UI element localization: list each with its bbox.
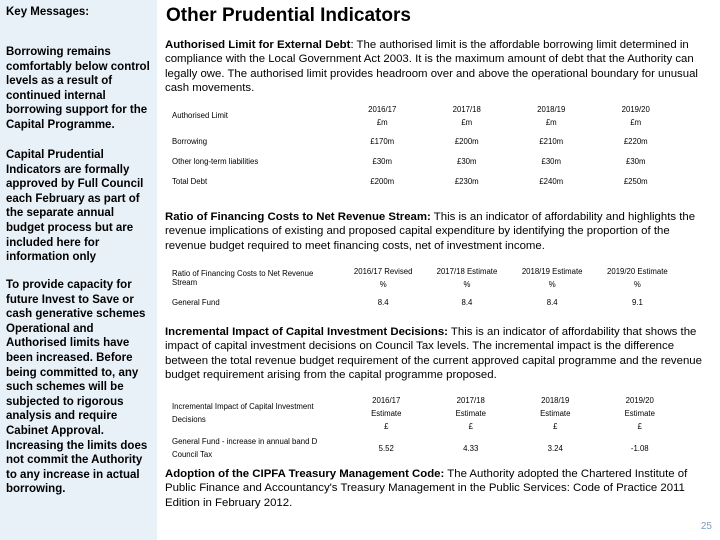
cell-value: £30m	[625, 156, 646, 166]
page-number: 25	[700, 521, 712, 532]
cell-value: 8.4	[461, 297, 473, 307]
year-header: 2018/19 Estimate £	[540, 395, 571, 431]
cell-value: £30m	[372, 156, 392, 166]
cell-value: £250m	[623, 176, 648, 186]
incremental-impact-paragraph	[165, 325, 710, 383]
cell-value: £30m	[456, 156, 477, 166]
cell-value: 8.4	[377, 297, 389, 307]
table-label: Ratio of Financing Costs to Net Revenue Stream	[172, 269, 314, 287]
authorised-limit-heading: Authorised Limit for External Debt	[165, 39, 351, 51]
year-header: 2017/18 £m	[452, 104, 481, 127]
table-row	[170, 293, 680, 311]
financing-costs-table	[170, 263, 680, 311]
row-label: Total Debt	[172, 176, 208, 186]
key-message-borrowing: Borrowing remains comfortably below control levels as a result of continued internal borrowing support for the Capital Programme.	[6, 46, 150, 131]
cipfa-heading: Adoption of the CIPFA Treasury Management Code:	[165, 468, 445, 480]
cell-value: 5.52	[378, 443, 394, 453]
table-header-row	[170, 392, 682, 434]
row-label: Borrowing	[172, 136, 208, 146]
cipfa-text: The Authority adopted the Chartered Institute of Public Finance and Accountancy's Treasury Management in the Public Services: Code of Practice 2011 Edition in February 2012.	[165, 468, 688, 509]
cell-value: 4.33	[463, 443, 479, 453]
table-header-row	[170, 263, 680, 293]
cell-value: 8.4	[546, 297, 558, 307]
table-row	[170, 171, 678, 191]
year-header: 2019/20 Estimate %	[607, 267, 668, 289]
year-header: 2017/18 Estimate %	[436, 267, 498, 289]
financing-costs-heading: Ratio of Financing Costs to Net Revenue Stream:	[165, 211, 431, 223]
financing-costs-text: This is an indicator of affordability and highlights the revenue implications of existing and proposed capital expenditure by identifying the proportion of the revenue budget required to meet financing costs, net of investment income.	[165, 211, 696, 252]
key-messages-heading: Key Messages:	[6, 6, 90, 18]
table-row	[170, 131, 678, 151]
cell-value: 3.24	[547, 443, 563, 453]
authorised-limit-table	[170, 100, 678, 191]
row-label: General Fund - increase in annual band D Council Tax	[172, 437, 318, 459]
key-message-prudential-indicators: Capital Prudential Indicators are formally approved by Full Council each February as part of the separate annual budget process but are included here for information only	[6, 149, 144, 264]
table-header-row	[170, 100, 678, 131]
page-title: Other Prudential Indicators	[166, 5, 411, 26]
cell-value: 9.1	[631, 297, 643, 307]
year-header: 2016/17 Estimate £	[371, 395, 402, 431]
cell-value: £170m	[370, 136, 395, 146]
financing-costs-paragraph	[165, 210, 710, 253]
key-message-capacity: To provide capacity for future Invest to Save or cash generative schemes Operational and Authorised limits have been increased. Before being committed to, any such schemes will be subjected to rigorous analysis and require Cabinet Approval. Increasing the limits does not commit the Authority to any increase in actual borrowing.	[6, 279, 148, 496]
table-label: Incremental Impact of Capital Investment Decisions	[172, 402, 314, 424]
cell-value: £30m	[541, 156, 561, 166]
incremental-impact-table	[170, 392, 682, 462]
year-header: 2016/17 Revised %	[353, 267, 413, 289]
year-header: 2016/17 £m	[368, 104, 397, 127]
cell-value: £230m	[454, 176, 479, 186]
row-label: Other long-term liabilities	[172, 156, 259, 166]
incremental-impact-text: This is an indicator of affordability that shows the impact of capital investment decisions on Council Tax levels. The incremental impact is the difference between the total revenue budget requirement of the current approved capital programme and the revenue budget requirement arising from the capital programme proposed.	[165, 326, 702, 382]
authorised-limit-text: : The authorised limit is the affordable borrowing limit determined in compliance with the Local Government Act 2003. It is the maximum amount of debt that the Authority can legally owe. The authorised limit provides headroom over and above the operational boundary for unusual cash movements.	[165, 39, 698, 95]
cipfa-paragraph	[165, 467, 710, 510]
authorised-limit-paragraph	[165, 38, 710, 96]
cell-value: -1.08	[630, 443, 649, 453]
cell-value: £200m	[370, 176, 395, 186]
year-header: 2018/19 £m	[537, 104, 566, 127]
cell-value: £240m	[539, 176, 564, 186]
year-header: 2019/20 £m	[621, 104, 650, 127]
table-row	[170, 434, 682, 462]
year-header: 2018/19 Estimate %	[521, 267, 583, 289]
cell-value: £220m	[623, 136, 648, 146]
key-messages-sidebar	[0, 0, 157, 540]
row-label: General Fund	[172, 297, 220, 307]
table-label: Authorised Limit	[172, 111, 228, 120]
year-header: 2017/18 Estimate £	[455, 395, 486, 431]
cell-value: £200m	[454, 136, 479, 146]
year-header: 2019/20 Estimate £	[624, 395, 655, 431]
table-row	[170, 151, 678, 171]
cell-value: £210m	[539, 136, 564, 146]
incremental-impact-heading: Incremental Impact of Capital Investment Decisions:	[165, 326, 448, 338]
